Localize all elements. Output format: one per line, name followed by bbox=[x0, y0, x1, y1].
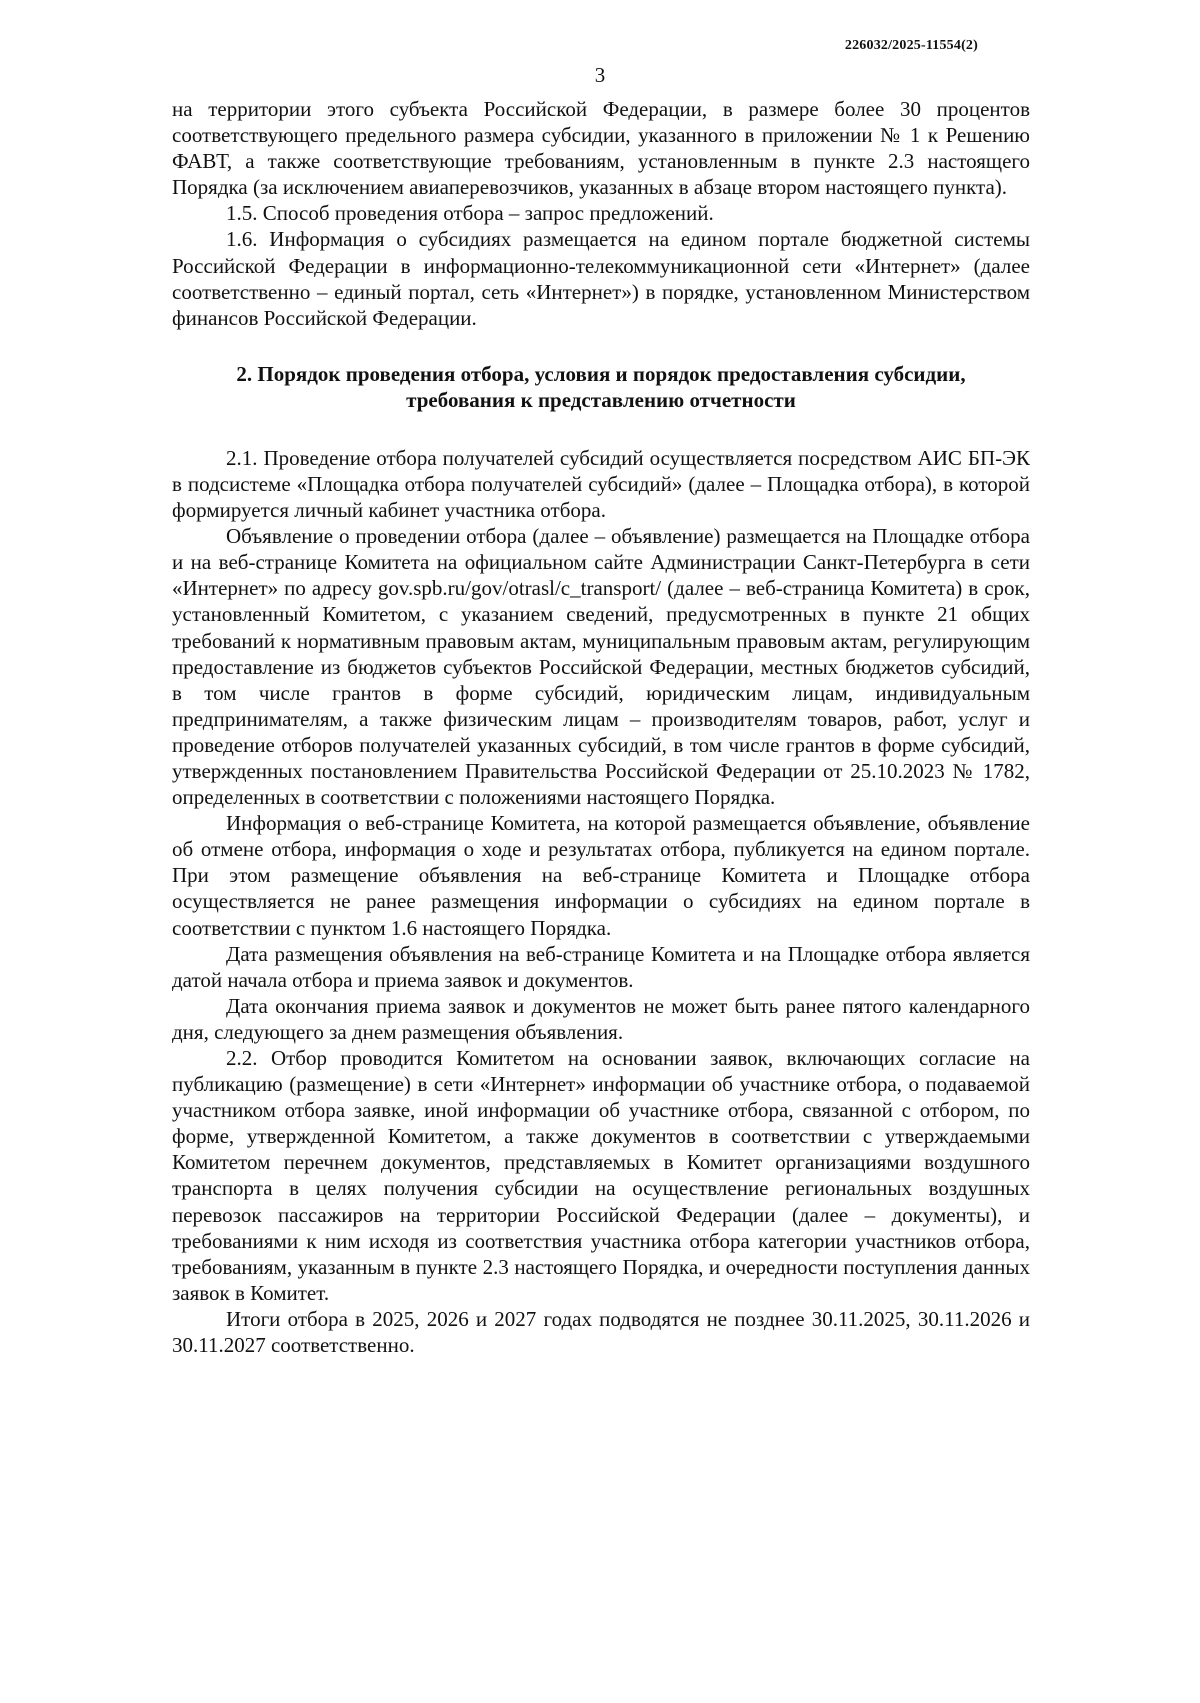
page-number: 3 bbox=[594, 63, 606, 87]
section-title-line-1: 2. Порядок проведения отбора, условия и порядок предоставления субсидии, bbox=[236, 361, 966, 386]
section-2-heading bbox=[172, 361, 1030, 413]
paragraph-announcement: Объявление о проведении отбора (далее – объявление) размещается на Площадке отбора и на веб-странице Комитета на официальном сайте Администрации Санкт-Петербурга в сети «Интернет» по адресу gov.spb.ru/gov/otrasl/c_transport/ (далее – веб-страница Комитета) в срок, установленный Комитетом, с указанием сведений, предусмотренных в пункте 21 общих требований к нормативным правовым актам, муниципальным правовым актам, регулирующим предоставление из бюджетов субъектов Российской Федерации, местных бюджетов субсидий, в том числе грантов в форме субсидий, юридическим лицам, индивидуальным предпринимателям, а также физическим лицам – производителям товаров, работ, услуг и проведение отборов получателей указанных субсидий, в том числе грантов в форме субсидий, утвержденных постановлением Правительства Российской Федерации от 25.10.2023 № 1782, определенных в соответствии с положениями настоящего Порядка. bbox=[172, 524, 1030, 810]
paragraph-2-2: 2.2. Отбор проводится Комитетом на основании заявок, включающих согласие на публикацию (размещение) в сети «Интернет» информации об участнике отбора, о подаваемой участником отбора заявке, иной информации об участнике отбора, связанной с отбором, по форме, утвержденной Комитетом, а также документов в соответствии с утверждаемыми Комитетом перечнем документов, представляемых в Комитет организациями воздушного транспорта в целях получения субсидии на осуществление региональных воздушных перевозок пассажиров на территории Российской Федерации (далее – документы), и требованиями к ним исходя из соответствия участника отбора категории участников отбора, требованиям, указанным в пункте 2.3 настоящего Порядка, и очередности поступления данных заявок в Комитет. bbox=[172, 1046, 1030, 1305]
paragraph-1-5: 1.5. Способ проведения отбора – запрос предложений. bbox=[226, 201, 714, 226]
section-title-line-2: требования к представлению отчетности bbox=[406, 387, 796, 412]
document-registration-number: 226032/2025-11554(2) bbox=[844, 38, 978, 53]
document-body bbox=[172, 96, 1030, 1358]
paragraph-1-6: 1.6. Информация о субсидиях размещается на едином портале бюджетной системы Российской Федерации в информационно-телекоммуникационной сети «Интернет» (далее соответственно – единый портал, сеть «Интернет») в порядке, установленном Министерством финансов Российской Федерации. bbox=[172, 227, 1030, 330]
paragraph-results: Итоги отбора в 2025, 2026 и 2027 годах подводятся не позднее 30.11.2025, 30.11.2026 и 30.11.2027 соответственно. bbox=[172, 1306, 1030, 1358]
paragraph-continuation: на территории этого субъекта Российской Федерации, в размере более 30 процентов соответствующего предельного размера субсидии, указанного в приложении № 1 к Решению ФАВТ, а также соответствующие требованиям, установленным в пункте 2.3 настоящего Порядка (за исключением авиаперевозчиков, указанных в абзаце втором настоящего пункта). bbox=[172, 97, 1030, 200]
paragraph-end-date: Дата окончания приема заявок и документов не может быть ранее пятого календарного дня, следующего за днем размещения объявления. bbox=[172, 993, 1030, 1044]
paragraph-start-date: Дата размещения объявления на веб-странице Комитета и на Площадке отбора является датой начала отбора и приема заявок и документов. bbox=[172, 941, 1030, 992]
paragraph-2-1: 2.1. Проведение отбора получателей субсидий осуществляется посредством АИС БП-ЭК в подсистеме «Площадка отбора получателей субсидий» (далее – Площадка отбора), в которой формируется личный кабинет участника отбора. bbox=[172, 445, 1030, 523]
paragraph-webpage-info: Информация о веб-странице Комитета, на которой размещается объявление, объявление об отмене отбора, информация о ходе и результатах отбора, публикуется на едином портале. При этом размещение объявления на веб-странице Комитета и Площадке отбора осуществляется не ранее размещения информации о субсидиях на едином портале в соответствии с пунктом 1.6 настоящего Порядка. bbox=[172, 811, 1030, 940]
